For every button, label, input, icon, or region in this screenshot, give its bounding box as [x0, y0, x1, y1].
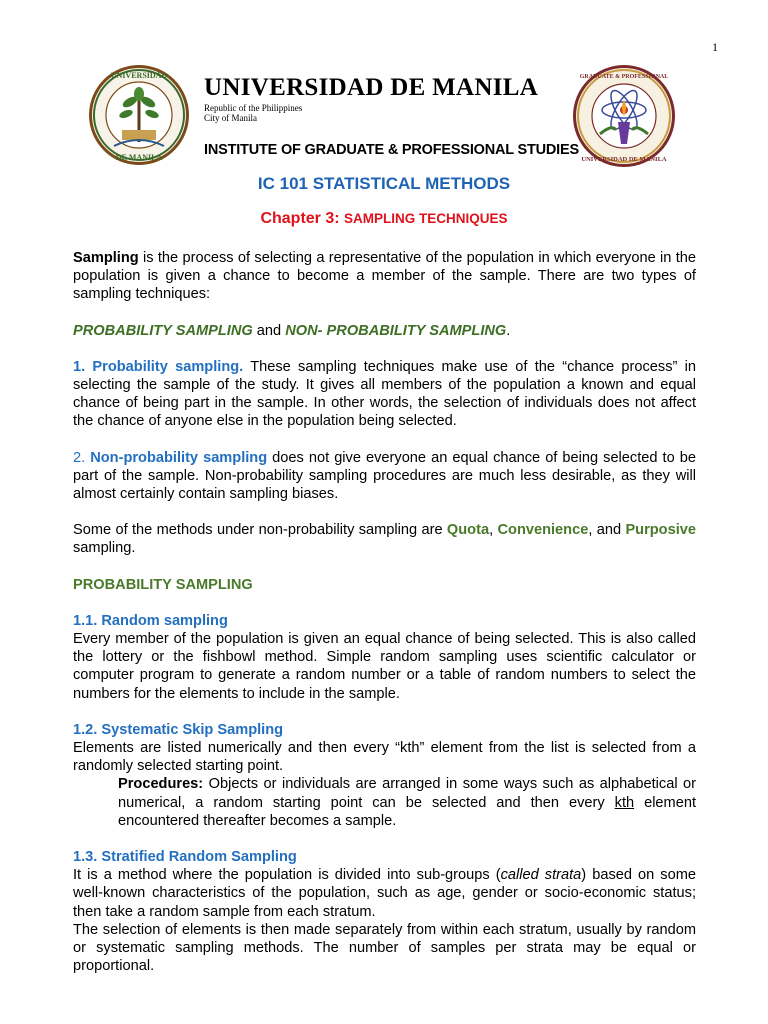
method-purposive: Purposive	[625, 522, 696, 539]
institute-name: INSTITUTE OF GRADUATE & PROFESSIONAL STUDIES	[204, 142, 579, 158]
intro-term: Sampling	[73, 250, 139, 266]
university-address	[204, 103, 302, 123]
section-heading: PROBABILITY SAMPLING	[73, 576, 253, 593]
stratified-selection-text: The selection of elements is then made separately from within each stratum, usually by random or systematic sampling methods. The number of samples per strata may be equal or proportional.	[73, 921, 696, 975]
intro-text: is the process of selecting a representative of the population in which everyone in the population is given a chance to become a member of the sample. There are two types of sampling techniques:	[73, 250, 696, 303]
intro-paragraph	[73, 249, 696, 304]
university-seal-logo	[88, 64, 190, 166]
institute-seal-logo	[572, 64, 676, 168]
chapter-title	[0, 210, 768, 228]
random-sampling-heading: 1.1. Random sampling	[73, 612, 228, 629]
svg-text:UNIVERSIDAD DE MANILA: UNIVERSIDAD DE MANILA	[581, 156, 667, 163]
procedures-text-1: Objects or individuals are arranged in some ways such as alphabetical or numerical, a random starting point can be selected and then every	[118, 776, 696, 811]
method-quota: Quota	[446, 522, 490, 539]
types-and: and	[252, 322, 286, 339]
procedures-text-2: element encountered thereafter becomes a sample.	[118, 794, 696, 829]
address-line-2: City of Manila	[204, 113, 257, 123]
type-non-probability: NON- PROBABILITY SAMPLING	[285, 322, 507, 339]
course-title: IC 101 STATISTICAL METHODS	[257, 174, 511, 193]
systematic-sampling-heading: 1.2. Systematic Skip Sampling	[73, 721, 284, 738]
chapter-prefix: Chapter 3:	[260, 210, 340, 227]
strata-term: called strata	[500, 867, 582, 884]
kth-term: kth	[614, 794, 635, 811]
address-line-1: Republic of the Philippines	[204, 103, 303, 113]
probability-definition	[73, 358, 696, 431]
methods-sep-2: , and	[588, 522, 626, 539]
document-body	[73, 249, 696, 976]
methods-end: sampling.	[73, 540, 136, 557]
methods-sep-1: ,	[489, 522, 498, 539]
procedures-paragraph	[73, 775, 696, 830]
stratified-sampling-heading: 1.3. Stratified Random Sampling	[73, 849, 297, 866]
types-end: .	[506, 322, 511, 339]
stratified-text-1: It is a method where the population is divided into sub-groups (	[73, 867, 501, 884]
methods-text: Some of the methods under non-probability sampling are	[73, 522, 447, 539]
chapter-name: SAMPLING TECHNIQUES	[344, 211, 508, 226]
systematic-sampling-text: Elements are listed numerically and then every “kth” element from the list is selected from a randomly selected starting point.	[73, 740, 696, 775]
procedures-label: Procedures:	[118, 776, 204, 793]
university-name: UNIVERSIDAD DE MANILA	[204, 74, 539, 101]
stratified-sampling-text	[73, 866, 696, 921]
type-probability: PROBABILITY SAMPLING	[73, 322, 253, 339]
non-probability-definition	[73, 449, 696, 504]
svg-text:UNIVERSIDAD: UNIVERSIDAD	[110, 71, 168, 80]
stratified-text-2: ) based on some well-known characteristics of the population, such as age, gender or socio-economic status; then take a random sample from each stratum.	[73, 867, 696, 920]
methods-paragraph	[73, 521, 696, 557]
svg-text:GRADUATE & PROFESSIONAL: GRADUATE & PROFESSIONAL	[579, 74, 669, 80]
non-probability-text: does not give everyone an equal chance of being selected to be part of the sample. Non-probability sampling procedures are much less desirable, as they will almost certainly contain sampling biases.	[73, 449, 696, 503]
random-sampling-text: Every member of the population is given an equal chance of being selected. This is also called the lottery or the fishbowl method. Simple random sampling uses scientific calculator or computer program to generate a random number or a table of random numbers to select the numbers for the elements to include in the sample.	[73, 631, 696, 702]
page-number: 1	[712, 40, 718, 54]
svg-text:DE MANILA: DE MANILA	[115, 153, 163, 162]
letterhead	[88, 64, 688, 174]
probability-label: 1. Probability sampling.	[73, 358, 244, 375]
non-probability-number: 2.	[73, 449, 91, 466]
types-line	[73, 322, 696, 340]
probability-text: These sampling techniques make use of the “chance process” in selecting the sample of the study. It gives all members of the population a known and equal chance of being part in the sample. In other words, the selection of individuals does not affect the chance of anyone else in the population being selected.	[73, 358, 696, 430]
method-convenience: Convenience	[497, 522, 589, 539]
non-probability-label: Non-probability sampling	[90, 449, 268, 466]
